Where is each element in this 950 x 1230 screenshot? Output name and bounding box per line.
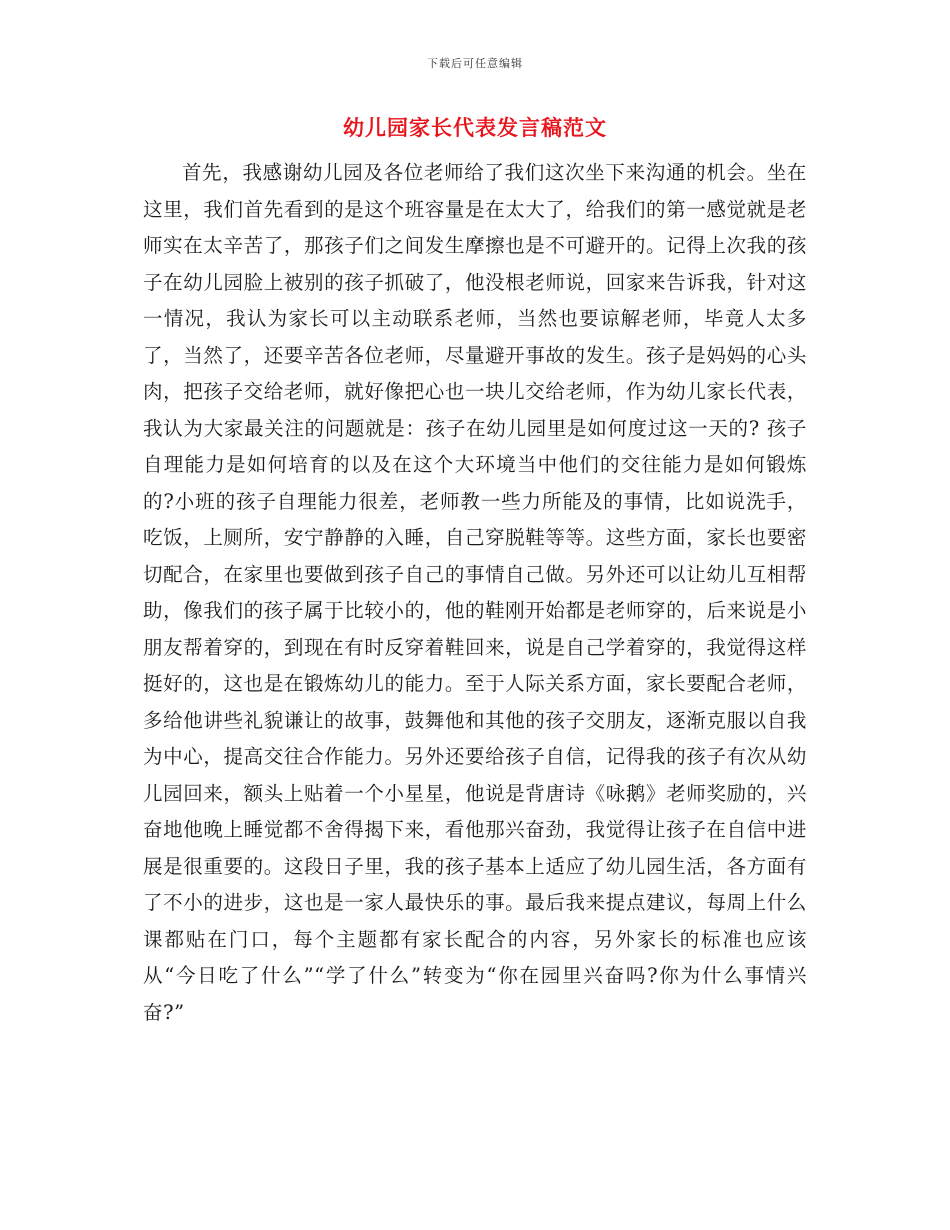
document-body-paragraph: 首先，我感谢幼儿园及各位老师给了我们这次坐下来沟通的机会。坐在这里，我们首先看到的是这个班容量是在太大了，给我们的第一感觉就是老师实在太辛苦了，那孩子们之间发生摩擦也是不可避开的。记得上次我的孩子在幼儿园脸上被别的孩子抓破了，他没根老师说，回家来告诉我，针对这一情况，我认为家长可以主动联系老师，当然也要谅解老师，毕竟人太多了，当然了，还要辛苦各位老师，尽量避开事故的发生。孩子是妈妈的心头肉，把孩子交给老师，就好像把心也一块儿交给老师，作为幼儿家长代表，我认为大家最关注的问题就是：孩子在幼儿园里是如何度过这一天的? 孩子自理能力是如何培育的以及在这个大环境当中他们的交往能力是如何锻炼的?小班的孩子自理能力很差，老师教一些力所能及的事情，比如说洗手，吃饭，上厕所，安宁静静的入睡，自己穿脱鞋等等。这些方面，家长也要密切配合，在家里也要做到孩子自己的事情自己做。另外还可以让幼儿互相帮助，像我们的孩子属于比较小的，他的鞋刚开始都是老师穿的，后来说是小朋友帮着穿的，到现在有时反穿着鞋回来，说是自己学着穿的，我觉得这样挺好的，这也是在锻炼幼儿的能力。至于人际关系方面，家长要配合老师，多给他讲些礼貌谦让的故事，鼓舞他和其他的孩子交朋友，逐渐克服以自我为中心，提高交往合作能力。另外还要给孩子自信，记得我的孩子有次从幼儿园回来，额头上贴着一个小星星，他说是背唐诗《咏鹅》老师奖励的，兴奋地他晚上睡觉都不舍得揭下来，看他那兴奋劲，我觉得让孩子在自信中进展是很重要的。这段日子里，我的孩子基本上适应了幼儿园生活，各方面有了不小的进步，这也是一家人最快乐的事。最后我来提点建议，每周上什么课都贴在门口，每个主题都有家长配合的内容，另外家长的标准也应该从“今日吃了什么”“学了什么”转变为“你在园里兴奋吗?你为什么事情兴奋?” <box>143 161 807 1024</box>
document-title: 幼儿园家长代表发言稿范文 <box>343 115 607 140</box>
header-note: 下载后可任意编辑 <box>427 57 523 70</box>
